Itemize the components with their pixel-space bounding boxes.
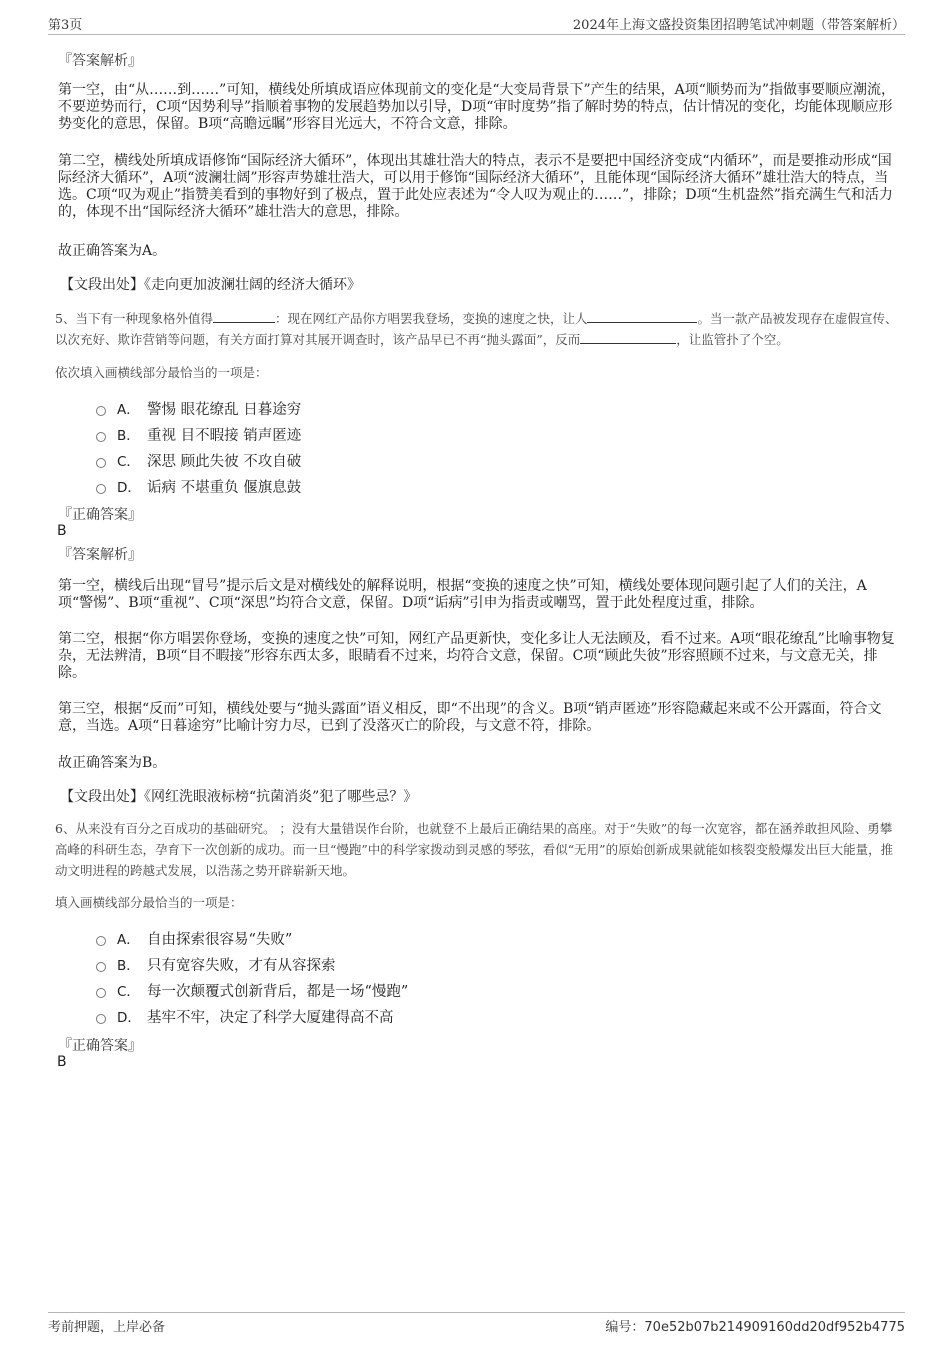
q5-text-part-d: ，让监管扑了个空。 — [676, 332, 789, 347]
option-text: 诟病 不堪重负 偃旗息鼓 — [147, 479, 302, 496]
radio-button-icon[interactable] — [96, 484, 106, 494]
q6-option-d[interactable] — [96, 1006, 394, 1026]
option-letter: D． — [117, 1010, 141, 1026]
q5-question-text — [55, 308, 900, 350]
option-letter: C． — [117, 454, 140, 470]
page-number: 第3页 — [48, 18, 83, 33]
option-text: 重视 目不暇接 销声匿迹 — [147, 427, 302, 444]
serial-value: 70e52b07b214909160dd20df952b4775 — [644, 1320, 905, 1335]
option-letter: B． — [117, 958, 140, 974]
q5-analysis-paragraph-1: 第一空，横线后出现“冒号”提示后文是对横线处的解释说明，根据“变换的速度之快”可知，横线处要体现问题引起了人们的关注，A项“警惕”、B项“重视”、C项“深思”均符合文意，保留。D项“诟病”引申为指责或嘲骂，置于此处程度过重，排除。 — [58, 578, 867, 611]
radio-button-icon[interactable] — [96, 988, 106, 998]
radio-button-icon[interactable] — [96, 458, 106, 468]
radio-button-icon[interactable] — [96, 406, 106, 416]
q6-instruction: 填入画横线部分最恰当的一项是： — [55, 895, 243, 910]
q5-source: 【文段出处】《网红洗眼液标榜“抗菌消炎”犯了哪些忌？》 — [60, 789, 418, 805]
q5-blank-1 — [213, 311, 275, 323]
q5-correct-answer-label: 『正确答案』 — [58, 507, 142, 523]
radio-button-icon[interactable] — [96, 432, 106, 442]
option-text: 自由探索很容易“失败” — [147, 931, 293, 948]
option-letter: A． — [117, 402, 140, 418]
q6-correct-answer-label: 『正确答案』 — [58, 1038, 142, 1054]
serial-label: 编号： — [605, 1320, 645, 1335]
q5-text-part-a: 5、当下有一种现象格外值得 — [55, 311, 213, 326]
q5-analysis-paragraph-2: 第二空，根据“你方唱罢你登场，变换的速度之快”可知，网红产品更新快，变化多让人无法顾及，看不过来。A项“眼花缭乱”比喻事物复杂，无法辨清，B项“目不暇接”形容东西太多，眼睛看不过来，均符合文意，保留。C项“顾此失彼”形容照顾不过来，与文意无关，排除。 — [58, 631, 895, 681]
option-text: 深思 顾此失彼 不攻自破 — [147, 453, 302, 470]
q5-text-part-b: ：现在网红产品你方唱罢我登场，变换的速度之快，让人 — [274, 311, 588, 326]
q6-option-b[interactable] — [96, 954, 336, 974]
q5-blank-2 — [587, 311, 697, 323]
q5-analysis-paragraph-3: 第三空，根据“反而”可知，横线处要与“抛头露面”语义相反，即“不出现”的含义。B项“销声匿迹”形容隐藏起来或不公开露面，符合文意，当选。A项“日暮途穷”比喻计穷力尽，已到了没落灭亡的阶段，与文意不符，排除。 — [58, 701, 882, 734]
q5-text-part-c: 。当一款产品被发现存在虚假宣传、以次充好、欺诈营销等问题，有关方面打算对其展开调查时，该产品早已不再“抛头露面”，反而 — [55, 311, 898, 347]
q6-correct-answer: B — [57, 1054, 67, 1070]
q5-option-a[interactable] — [96, 398, 301, 418]
footer-slogan: 考前押题，上岸必备 — [48, 1320, 166, 1335]
option-letter: B． — [117, 428, 140, 444]
q4-analysis-paragraph-2: 第二空，横线处所填成语修饰“国际经济大循环”，体现出其雄壮浩大的特点，表示不是要把中国经济变成“内循环”，而是要推动形成“国际经济大循环”，A项“波澜壮阔”形容声势雄壮浩大，可以用于修饰“国际经济大循环”，且能体现“国际经济大循环”雄壮浩大的特点，当选。C项“叹为观止”指赞美看到的事物好到了极点，置于此处应表述为“令人叹为观止的……”，排除；D项“生机盎然”指充满生气和活力的，体现不出“国际经济大循环”雄壮浩大的意思，排除。 — [58, 153, 893, 220]
option-letter: D． — [117, 480, 141, 496]
q6-option-c[interactable] — [96, 980, 408, 1000]
q6-option-a[interactable] — [96, 928, 292, 948]
document-title: 2024年上海文盛投资集团招聘笔试冲刺题（带答案解析） — [572, 18, 905, 33]
q5-blank-3 — [580, 332, 676, 344]
q4-analysis-label: 『答案解析』 — [58, 53, 142, 69]
option-letter: C． — [117, 984, 140, 1000]
option-text: 基牢不牢，决定了科学大厦建得高不高 — [147, 1009, 394, 1026]
q5-analysis-label: 『答案解析』 — [58, 547, 142, 563]
q5-conclusion: 故正确答案为B。 — [58, 755, 167, 771]
q5-instruction: 依次填入画横线部分最恰当的一项是： — [55, 365, 268, 380]
q4-conclusion: 故正确答案为A。 — [58, 243, 167, 259]
radio-button-icon[interactable] — [96, 1014, 106, 1024]
q4-analysis-paragraph-1: 第一空，由“从……到……”可知，横线处所填成语应体现前文的变化是“大变局背景下”产生的结果，A项“顺势而为”指做事要顺应潮流，不要逆势而行，C项“因势利导”指顺着事物的发展趋势加以引导，D项“审时度势”指了解时势的特点，估计情况的变化，均能体现顺应形势变化的意思，保留。B项“高瞻远瞩”形容目光远大，不符合文意，排除。 — [58, 82, 896, 132]
q5-correct-answer: B — [57, 523, 67, 539]
q6-question-text: 6、从来没有百分之百成功的基础研究。 ；没有大量错误作台阶，也就登不上最后正确结果的高座。对于“失败”的每一次宽容，都在涵养敢担风险、勇攀高峰的科研生态，孕育下一次创新的成功。而一旦“慢跑”中的科学家拨动到灵感的琴弦，看似“无用”的原始创新成果就能如核裂变般爆发出巨大能量，推动文明进程的跨越式发展，以浩荡之势开辟崭新天地。 — [55, 821, 894, 878]
option-text: 每一次颠覆式创新背后，都是一场“慢跑” — [147, 983, 409, 1000]
q5-option-c[interactable] — [96, 450, 301, 470]
option-text: 警惕 眼花缭乱 日暮途穷 — [147, 401, 302, 418]
radio-button-icon[interactable] — [96, 962, 106, 972]
option-letter: A． — [117, 932, 140, 948]
radio-button-icon[interactable] — [96, 936, 106, 946]
q4-source: 【文段出处】《走向更加波澜壮阔的经济大循环》 — [60, 277, 361, 293]
q5-option-d[interactable] — [96, 476, 301, 496]
option-text: 只有宽容失败，才有从容探索 — [147, 957, 336, 974]
document-serial — [605, 1316, 905, 1335]
page-footer — [48, 1312, 905, 1335]
q5-option-b[interactable] — [96, 424, 301, 444]
page-header — [48, 14, 905, 35]
